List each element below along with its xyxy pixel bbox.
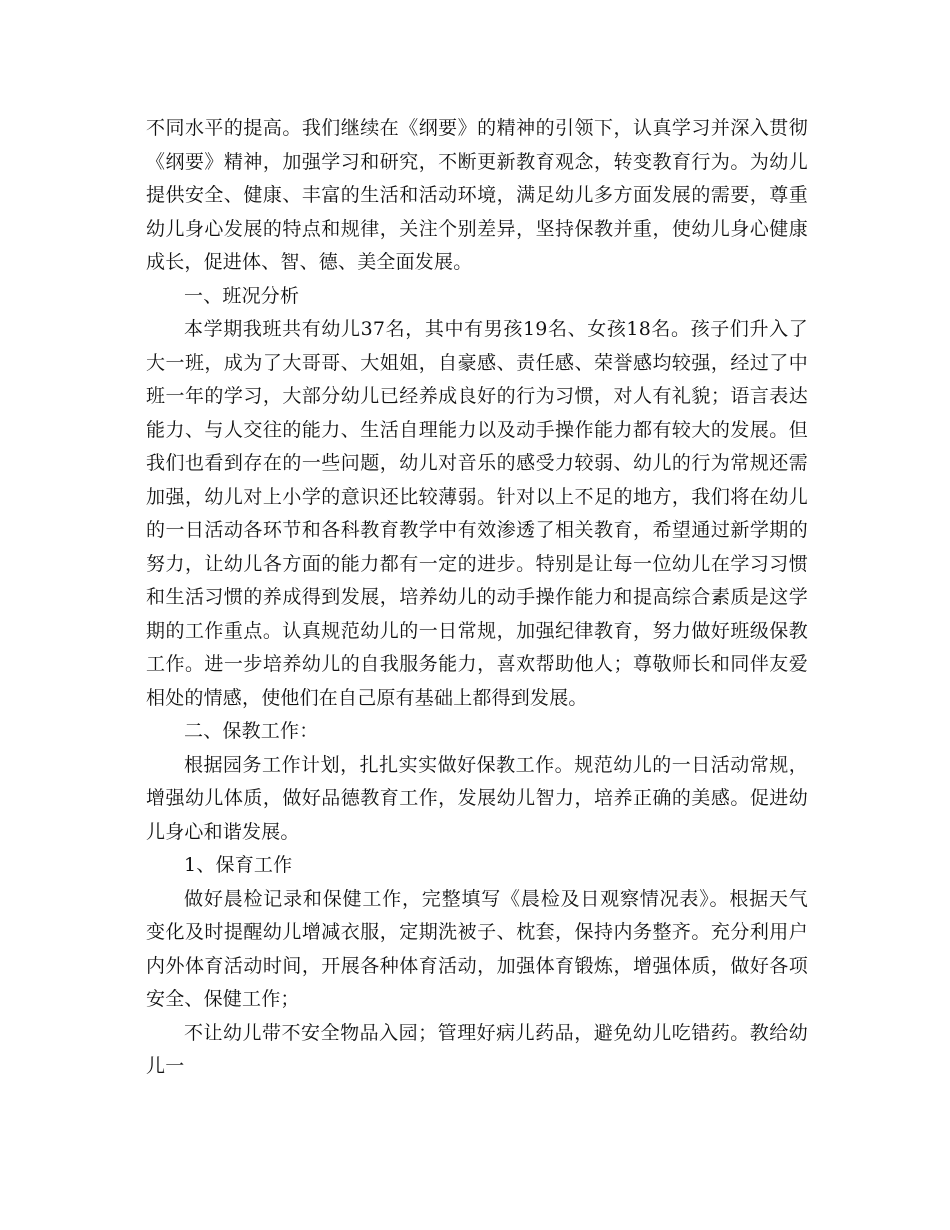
paragraph-safety: 不让幼儿带不安全物品入园；管理好病儿药品，避免幼儿吃错药。教给幼儿一 xyxy=(146,1021,808,1077)
paragraph-care-education: 根据园务工作计划，扎扎实实做好保教工作。规范幼儿的一日活动常规，增强幼儿体质，做好品德教育工作，发展幼儿智力，培养正确的美感。促进幼儿身心和谐发展。 xyxy=(146,753,808,843)
document-body xyxy=(146,112,808,1084)
section-heading-class-analysis: 一、班况分析 xyxy=(184,284,300,307)
paragraph-class-analysis: 本学期我班共有幼儿37名，其中有男孩19名、女孩18名。孩子们升入了大一班，成为了大哥哥、大姐姐，自豪感、责任感、荣誉感均较强，经过了中班一年的学习，大部分幼儿已经养成良好的行为习惯，对人有礼貌；语言表达能力、与人交往的能力、生活自理能力以及动手操作能力都有较大的发展。但我们也看到存在的一些问题，幼儿对音乐的感受力较弱、幼儿的行为常规还需加强，幼儿对上小学的意识还比较薄弱。针对以上不足的地方，我们将在幼儿的一日活动各环节和各科教育教学中有效渗透了相关教育，希望通过新学期的努力，让幼儿各方面的能力都有一定的进步。特别是让每一位幼儿在学习习惯和生活习惯的养成得到发展，培养幼儿的动手操作能力和提高综合素质是这学期的工作重点。认真规范幼儿的一日常规，加强纪律教育，努力做好班级保教工作。进一步培养幼儿的自我服务能力，喜欢帮助他人；尊敬师长和同伴友爱相处的情感，使他们在自己原有基础上都得到发展。 xyxy=(146,318,808,709)
paragraph-intro: 不同水平的提高。我们继续在《纲要》的精神的引领下，认真学习并深入贯彻《纲要》精神，加强学习和研究，不断更新教育观念，转变教育行为。为幼儿提供安全、健康、丰富的生活和活动环境，满足幼儿多方面发展的需要，尊重幼儿身心发展的特点和规律，关注个别差异，坚持保教并重，使幼儿身心健康成长，促进体、智、德、美全面发展。 xyxy=(146,117,808,273)
section-heading-care-education: 二、保教工作： xyxy=(184,720,319,742)
paragraph-childcare: 做好晨检记录和保健工作，完整填写《晨检及日观察情况表》。根据天气变化及时提醒幼儿增减衣服，定期洗被子、枕套，保持内务整齐。充分利用户内外体育活动时间，开展各种体育活动，加强体育锻炼，增强体质，做好各项安全、保健工作； xyxy=(146,887,808,1010)
subsection-heading-childcare: 1、保育工作 xyxy=(184,854,293,876)
